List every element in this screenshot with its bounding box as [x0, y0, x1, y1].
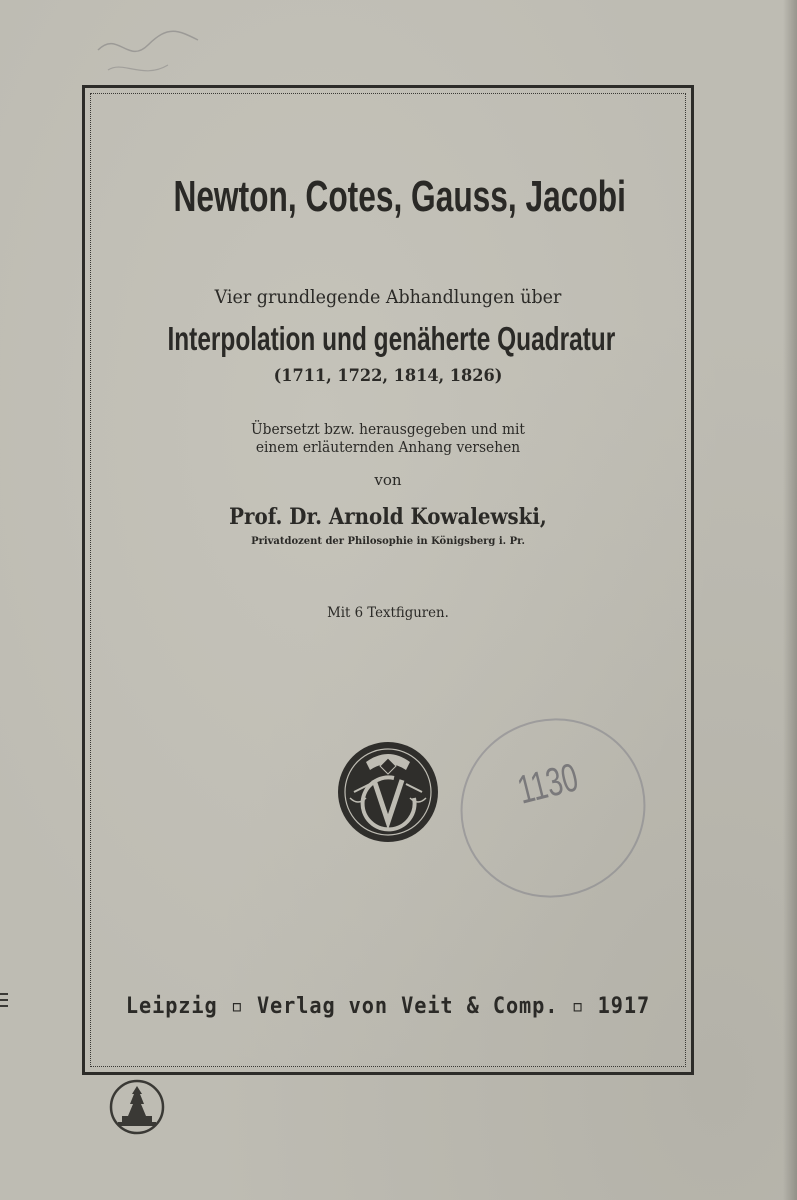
stamp-number: 1130	[513, 755, 583, 813]
years: (1711, 1722, 1814, 1826)	[273, 366, 503, 386]
translation-note-line-2: einem erläuternden Anhang versehen	[255, 440, 521, 456]
translation-note-line-1: Übersetzt bzw. herausgegeben und mit	[251, 422, 525, 438]
monument-stamp-icon	[108, 1078, 166, 1136]
library-stamp-oval	[448, 708, 658, 908]
publisher-emblem-icon	[336, 740, 440, 844]
author-affiliation: Privatdozent der Philosophie in Königsberg i. Pr.	[251, 535, 525, 547]
cover-frame-inner	[90, 93, 686, 1067]
page-edge-shadow	[783, 0, 797, 1200]
subtitle-line-1: Vier grundlegende Abhandlungen über	[214, 286, 562, 308]
subtitle-line-2: Interpolation und genäherte Quadratur	[167, 320, 616, 357]
book-title: Newton, Cotes, Gauss, Jacobi	[173, 172, 626, 221]
publisher-imprint: Leipzig ▫ Verlag von Veit & Comp. ▫ 1917	[125, 994, 651, 1019]
binding-marks	[0, 985, 14, 1045]
by-label: von	[374, 471, 402, 489]
author-name: Prof. Dr. Arnold Kowalewski,	[229, 504, 547, 530]
figures-note: Mit 6 Textfiguren.	[327, 605, 449, 621]
pencil-scribble	[88, 10, 208, 90]
